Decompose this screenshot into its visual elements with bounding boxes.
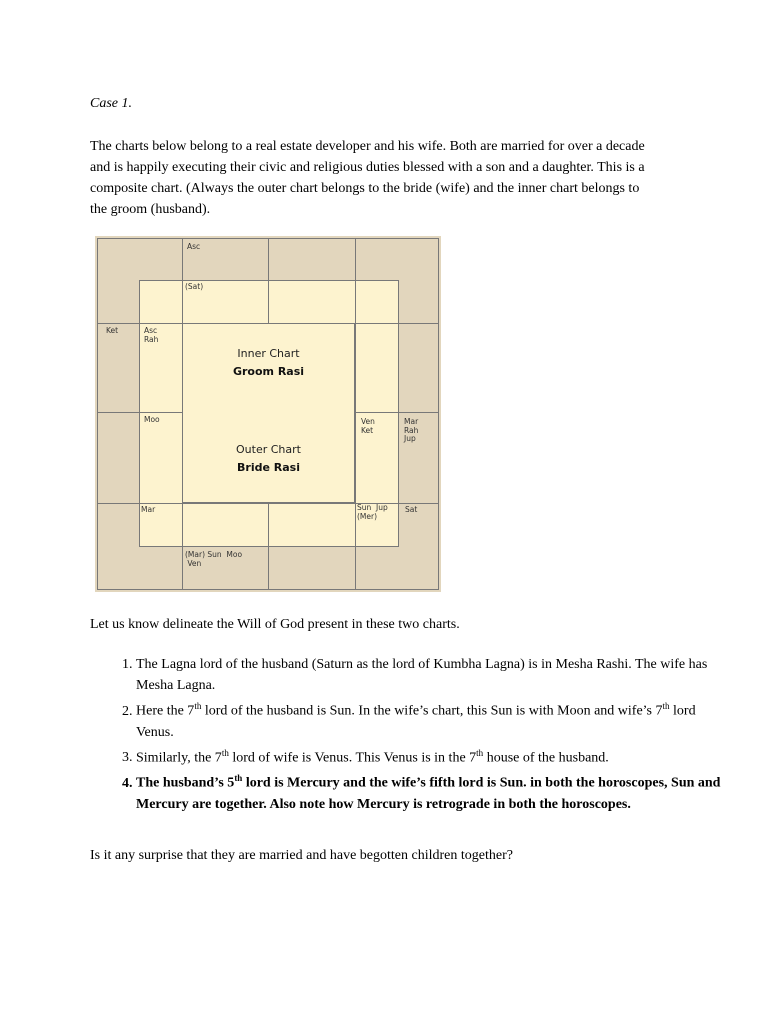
superscript: th [476, 747, 484, 758]
outer-house-top-3 [268, 238, 356, 281]
planet-label: Moo [144, 415, 160, 424]
inner-house-bottom-3 [268, 503, 356, 547]
planet-label: (Mar) Sun Moo Ven [185, 550, 243, 568]
planet-label: Asc [187, 242, 201, 251]
inner-chart-subtitle: Groom Rasi [232, 365, 305, 378]
intro-line: The charts below belong to a real estate developer and his wife. Both are married for over a decade [90, 139, 645, 154]
inner-chart-title: Inner Chart [237, 347, 300, 360]
inner-house-top-1 [139, 280, 183, 324]
intro-line: composite chart. (Always the outer chart belongs to the bride (wife) and the inner chart belongs to [90, 181, 640, 196]
superscript: th [662, 701, 670, 711]
outer-house-bottom-3 [268, 546, 356, 590]
superscript: th [221, 747, 229, 758]
planet-label: Mar Rah Jup [404, 417, 419, 443]
intro-line: the groom (husband). [90, 202, 211, 217]
inner-house-top-3 [268, 280, 356, 324]
planet-label: Sat [405, 505, 418, 514]
outer-house-left-3 [97, 412, 140, 504]
superscript: th [234, 773, 243, 784]
inner-house-bottom-2 [182, 503, 269, 547]
list-item: 3. Similarly, the 7th lord of wife is Venus. This Venus is in the 7th house of the husband. [136, 743, 736, 769]
outer-chart-subtitle: Bride Rasi [237, 461, 300, 474]
planet-label: (Sat) [185, 282, 204, 291]
closing-text: Is it any surprise that they are married and have begotten children together? [90, 848, 513, 863]
planet-label: Mar [141, 505, 156, 514]
list-item: 4. The husband’s 5th lord is Mercury and the wife’s fifth lord is Sun. in both the horoscopes, Sun and Mercury are together. Also note how Mercury is retrograde in both the horoscopes. [136, 768, 736, 815]
intro-paragraph [90, 136, 690, 220]
planet-label: Sun Jup (Mer) [357, 503, 388, 521]
inner-house-left-3 [139, 412, 183, 504]
planet-label: Asc Rah [144, 326, 159, 344]
list-item: 2. Here the 7th lord of the husband is Sun. In the wife’s chart, this Sun is with Moon and wife’s 7th lord Venus. [136, 696, 736, 743]
points-list [90, 654, 736, 815]
list-item: 1. The Lagna lord of the husband (Saturn as the lord of Kumbha Lagna) is in Mesha Rashi. The wife has Mesha Lagna. [136, 654, 736, 696]
intro-line: and is happily executing their civic and religious duties blessed with a son and a daughter. This is a [90, 160, 645, 175]
outer-chart-title: Outer Chart [236, 443, 301, 456]
inner-house-top-4 [355, 280, 399, 324]
planet-label: Ven Ket [361, 417, 375, 435]
composite-rasi-chart [95, 236, 441, 592]
inner-house-right-3 [355, 323, 399, 413]
outer-house-right-3 [398, 323, 439, 413]
planet-label: Ket [106, 326, 119, 335]
case-title: Case 1. [90, 96, 132, 111]
lead-text: Let us know delineate the Will of God present in these two charts. [90, 617, 460, 632]
outer-house-left-2 [97, 323, 140, 413]
superscript: th [194, 701, 202, 711]
